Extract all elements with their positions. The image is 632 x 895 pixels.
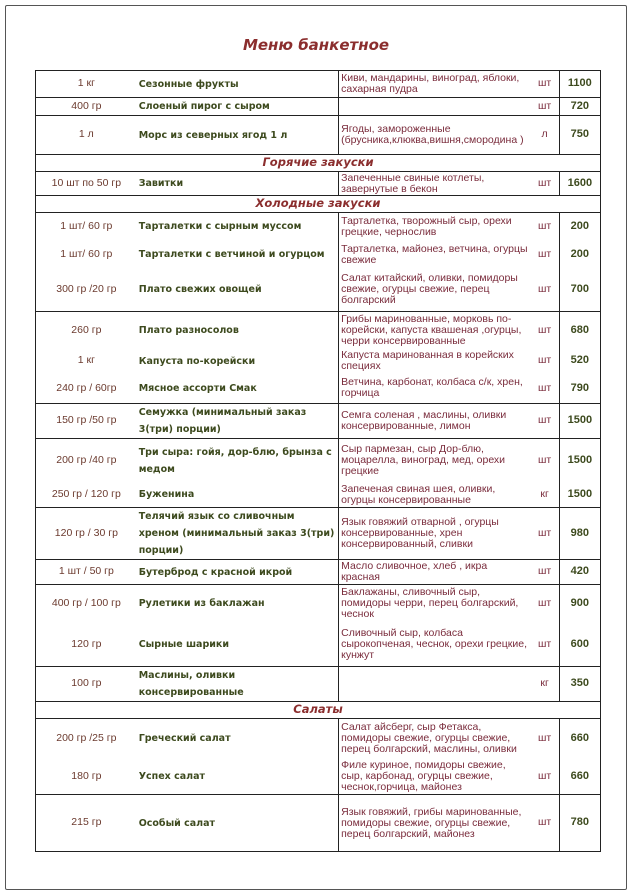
section-title: Горячие закуски bbox=[36, 155, 601, 172]
item-unit: шт bbox=[530, 623, 559, 667]
item-name: Морс из северных ягод 1 л bbox=[137, 116, 339, 155]
item-quantity: 240 гр / 60гр bbox=[56, 381, 117, 394]
section-title: Салаты bbox=[36, 702, 601, 719]
item-name: Телячий язык со сливочным хреном (минимальный заказ 3(три) порции) bbox=[137, 508, 339, 560]
menu-item-row bbox=[36, 585, 601, 623]
item-name: Три сыра: гойя, дор-блю, брынза с медом bbox=[137, 439, 339, 483]
item-quantity: 120 гр bbox=[71, 637, 102, 650]
menu-item-row bbox=[36, 213, 601, 241]
section-header bbox=[36, 196, 601, 213]
menu-item-row bbox=[36, 719, 601, 759]
item-name: Семужка (минимальный заказ 3(три) порции) bbox=[137, 404, 339, 439]
menu-item-row bbox=[36, 560, 601, 585]
menu-item-row bbox=[36, 483, 601, 508]
menu-item-row bbox=[36, 404, 601, 439]
item-description: Салат китайский, оливки, помидоры свежие, огурцы свежие, перец болгарский bbox=[339, 269, 531, 312]
item-price: 1500 bbox=[559, 439, 600, 483]
item-quantity: 120 гр / 30 гр bbox=[36, 508, 137, 560]
item-unit: шт bbox=[530, 269, 559, 312]
item-unit: шт bbox=[530, 213, 559, 241]
menu-item-row bbox=[36, 116, 601, 155]
item-name: Рулетики из баклажан bbox=[137, 585, 339, 623]
item-description: Салат айсберг, сыр Фетакса, помидоры свежие, огурцы свежие, перец болгарский, маслины, оливки bbox=[339, 719, 531, 759]
item-description: Запеченая свиная шея, оливки, огурцы консервированные bbox=[339, 483, 531, 508]
item-price: 520 bbox=[570, 354, 590, 367]
item-unit: л bbox=[530, 116, 559, 155]
item-unit: шт bbox=[530, 374, 559, 404]
item-description: Сливочный сыр, колбаса сырокопченая, чеснок, орехи грецкие, кунжут bbox=[339, 623, 531, 667]
item-unit: шт bbox=[530, 241, 559, 269]
item-unit: шт bbox=[530, 508, 559, 560]
item-price: 1500 bbox=[559, 404, 600, 439]
item-description: Запеченные свиные котлеты, завернутые в бекон bbox=[339, 172, 531, 196]
item-description: Ветчина, карбонат, колбаса с/к, хрен, горчица bbox=[339, 374, 531, 404]
item-unit: шт bbox=[530, 759, 559, 795]
item-unit: шт bbox=[530, 98, 559, 116]
item-price: 660 bbox=[559, 719, 600, 759]
section-header bbox=[36, 702, 601, 719]
item-price: 700 bbox=[570, 283, 590, 295]
item-name: Плато свежих овощей bbox=[138, 284, 262, 296]
menu-item-row bbox=[36, 349, 601, 374]
menu-item-row bbox=[36, 312, 601, 349]
item-unit: шт bbox=[530, 560, 559, 585]
menu-item-row bbox=[36, 269, 601, 312]
item-quantity: 215 гр bbox=[36, 795, 137, 852]
item-price: 790 bbox=[570, 381, 590, 394]
item-quantity: 100 гр bbox=[36, 667, 137, 702]
item-description: Язык говяжий, грибы маринованные, помидоры свежие, огурцы свежие, перец болгарский, майонез bbox=[339, 795, 531, 852]
item-description: Сыр пармезан, сыр Дор-блю, моцарелла, виноград, мед, орехи грецкие bbox=[339, 439, 531, 483]
item-unit: кг bbox=[530, 667, 559, 702]
item-price: 1600 bbox=[559, 172, 600, 196]
menu-item-row bbox=[36, 374, 601, 404]
menu-item-row bbox=[36, 71, 601, 98]
item-description: Капуста маринованная в корейских специях bbox=[339, 349, 531, 374]
menu-item-row bbox=[36, 241, 601, 269]
item-quantity: 1 кг bbox=[77, 354, 95, 367]
menu-item-row bbox=[36, 508, 601, 560]
item-name: Тарталетки с сырным муссом bbox=[137, 213, 339, 241]
item-price: 980 bbox=[559, 508, 600, 560]
menu-item-row bbox=[36, 623, 601, 667]
item-name: Успех салат bbox=[138, 770, 206, 782]
item-quantity: 1 кг bbox=[36, 71, 137, 98]
item-description: Тарталетка, майонез, ветчина, огурцы свежие bbox=[339, 241, 531, 269]
item-description bbox=[339, 667, 531, 702]
item-unit: шт bbox=[530, 404, 559, 439]
item-price: 600 bbox=[570, 637, 590, 650]
menu-item-row bbox=[36, 667, 601, 702]
item-name: Греческий салат bbox=[137, 719, 339, 759]
item-unit: шт bbox=[530, 585, 559, 623]
item-price: 420 bbox=[559, 560, 600, 585]
item-name: Буженина bbox=[138, 489, 195, 501]
item-description: Язык говяжий отварной , огурцы консервированные, хрен консервированный, сливки bbox=[339, 508, 531, 560]
item-price: 720 bbox=[559, 98, 600, 116]
item-name: Сезонные фрукты bbox=[137, 71, 339, 98]
item-description: Ягоды, замороженные (брусника,клюква,вишня,смородина ) bbox=[339, 116, 531, 155]
item-quantity: 300 гр /20 гр bbox=[56, 283, 117, 295]
item-name: Бутерброд с красной икрой bbox=[137, 560, 339, 585]
item-unit: шт bbox=[530, 349, 559, 374]
item-description bbox=[339, 98, 531, 116]
item-quantity: 250 гр / 120 гр bbox=[51, 488, 121, 500]
menu-item-row bbox=[36, 98, 601, 116]
item-price: 350 bbox=[559, 667, 600, 702]
item-quantity: 1 шт/ 60 гр bbox=[36, 213, 137, 241]
item-name: Особый салат bbox=[137, 795, 339, 852]
item-quantity: 400 гр / 100 гр bbox=[36, 585, 137, 623]
item-quantity: 180 гр bbox=[71, 769, 102, 782]
item-price: 900 bbox=[559, 585, 600, 623]
item-name: Капуста по-корейски bbox=[138, 355, 256, 367]
item-description: Филе куриное, помидоры свежие, сыр, карбонад, огурцы свежие, чеснок,горчица, майонез bbox=[339, 759, 531, 795]
item-price: 1100 bbox=[559, 71, 600, 98]
item-price: 780 bbox=[559, 795, 600, 852]
item-unit: кг bbox=[530, 483, 559, 508]
item-description: Киви, мандарины, виноград, яблоки, сахарная пудра bbox=[339, 71, 531, 98]
item-quantity: 260 гр bbox=[36, 312, 137, 349]
item-name: Плато разносолов bbox=[137, 312, 339, 349]
item-name: Тарталетки с ветчиной и огурцом bbox=[138, 249, 325, 260]
item-quantity: 1 шт / 50 гр bbox=[36, 560, 137, 585]
item-unit: шт bbox=[530, 172, 559, 196]
item-price: 200 bbox=[570, 247, 590, 260]
item-name: Сырные шарики bbox=[138, 638, 230, 650]
item-description: Тарталетка, творожный сыр, орехи грецкие, чернослив bbox=[339, 213, 531, 241]
item-name: Завитки bbox=[137, 172, 339, 196]
item-description: Семга соленая , маслины, оливки консервированные, лимон bbox=[339, 404, 531, 439]
menu-table bbox=[35, 70, 601, 852]
item-unit: шт bbox=[530, 71, 559, 98]
item-quantity: 200 гр /25 гр bbox=[36, 719, 137, 759]
item-description: Баклажаны, сливочный сыр, помидоры черри, перец болгарский, чеснок bbox=[339, 585, 531, 623]
item-quantity: 150 гр /50 гр bbox=[36, 404, 137, 439]
item-unit: шт bbox=[530, 795, 559, 852]
item-quantity: 200 гр /40 гр bbox=[36, 439, 137, 483]
item-name: Маслины, оливки консервированные bbox=[137, 667, 339, 702]
item-description: Масло сливочное, хлеб , икра красная bbox=[339, 560, 531, 585]
item-name: Слоеный пирог с сыром bbox=[137, 98, 339, 116]
menu-item-row bbox=[36, 795, 601, 852]
item-price: 660 bbox=[570, 769, 590, 782]
item-quantity: 10 шт по 50 гр bbox=[36, 172, 137, 196]
item-quantity: 1 шт/ 60 гр bbox=[60, 247, 113, 260]
page-title: Меню банкетное bbox=[242, 36, 390, 54]
menu-item-row bbox=[36, 759, 601, 795]
item-price: 1500 bbox=[567, 488, 593, 500]
item-description: Грибы маринованные, морковь по-корейски, капуста квашеная ,огурцы, черри консервированные bbox=[339, 312, 531, 349]
item-unit: шт bbox=[530, 312, 559, 349]
section-header bbox=[36, 155, 601, 172]
item-unit: шт bbox=[530, 439, 559, 483]
item-quantity: 1 л bbox=[36, 116, 137, 155]
item-name: Мясное ассорти Смак bbox=[138, 382, 257, 394]
item-price: 750 bbox=[559, 116, 600, 155]
item-price: 200 bbox=[559, 213, 600, 241]
menu-item-row bbox=[36, 172, 601, 196]
item-unit: шт bbox=[530, 719, 559, 759]
section-title: Холодные закуски bbox=[36, 196, 601, 213]
item-quantity: 400 гр bbox=[36, 98, 137, 116]
menu-item-row bbox=[36, 439, 601, 483]
item-price: 680 bbox=[559, 312, 600, 349]
